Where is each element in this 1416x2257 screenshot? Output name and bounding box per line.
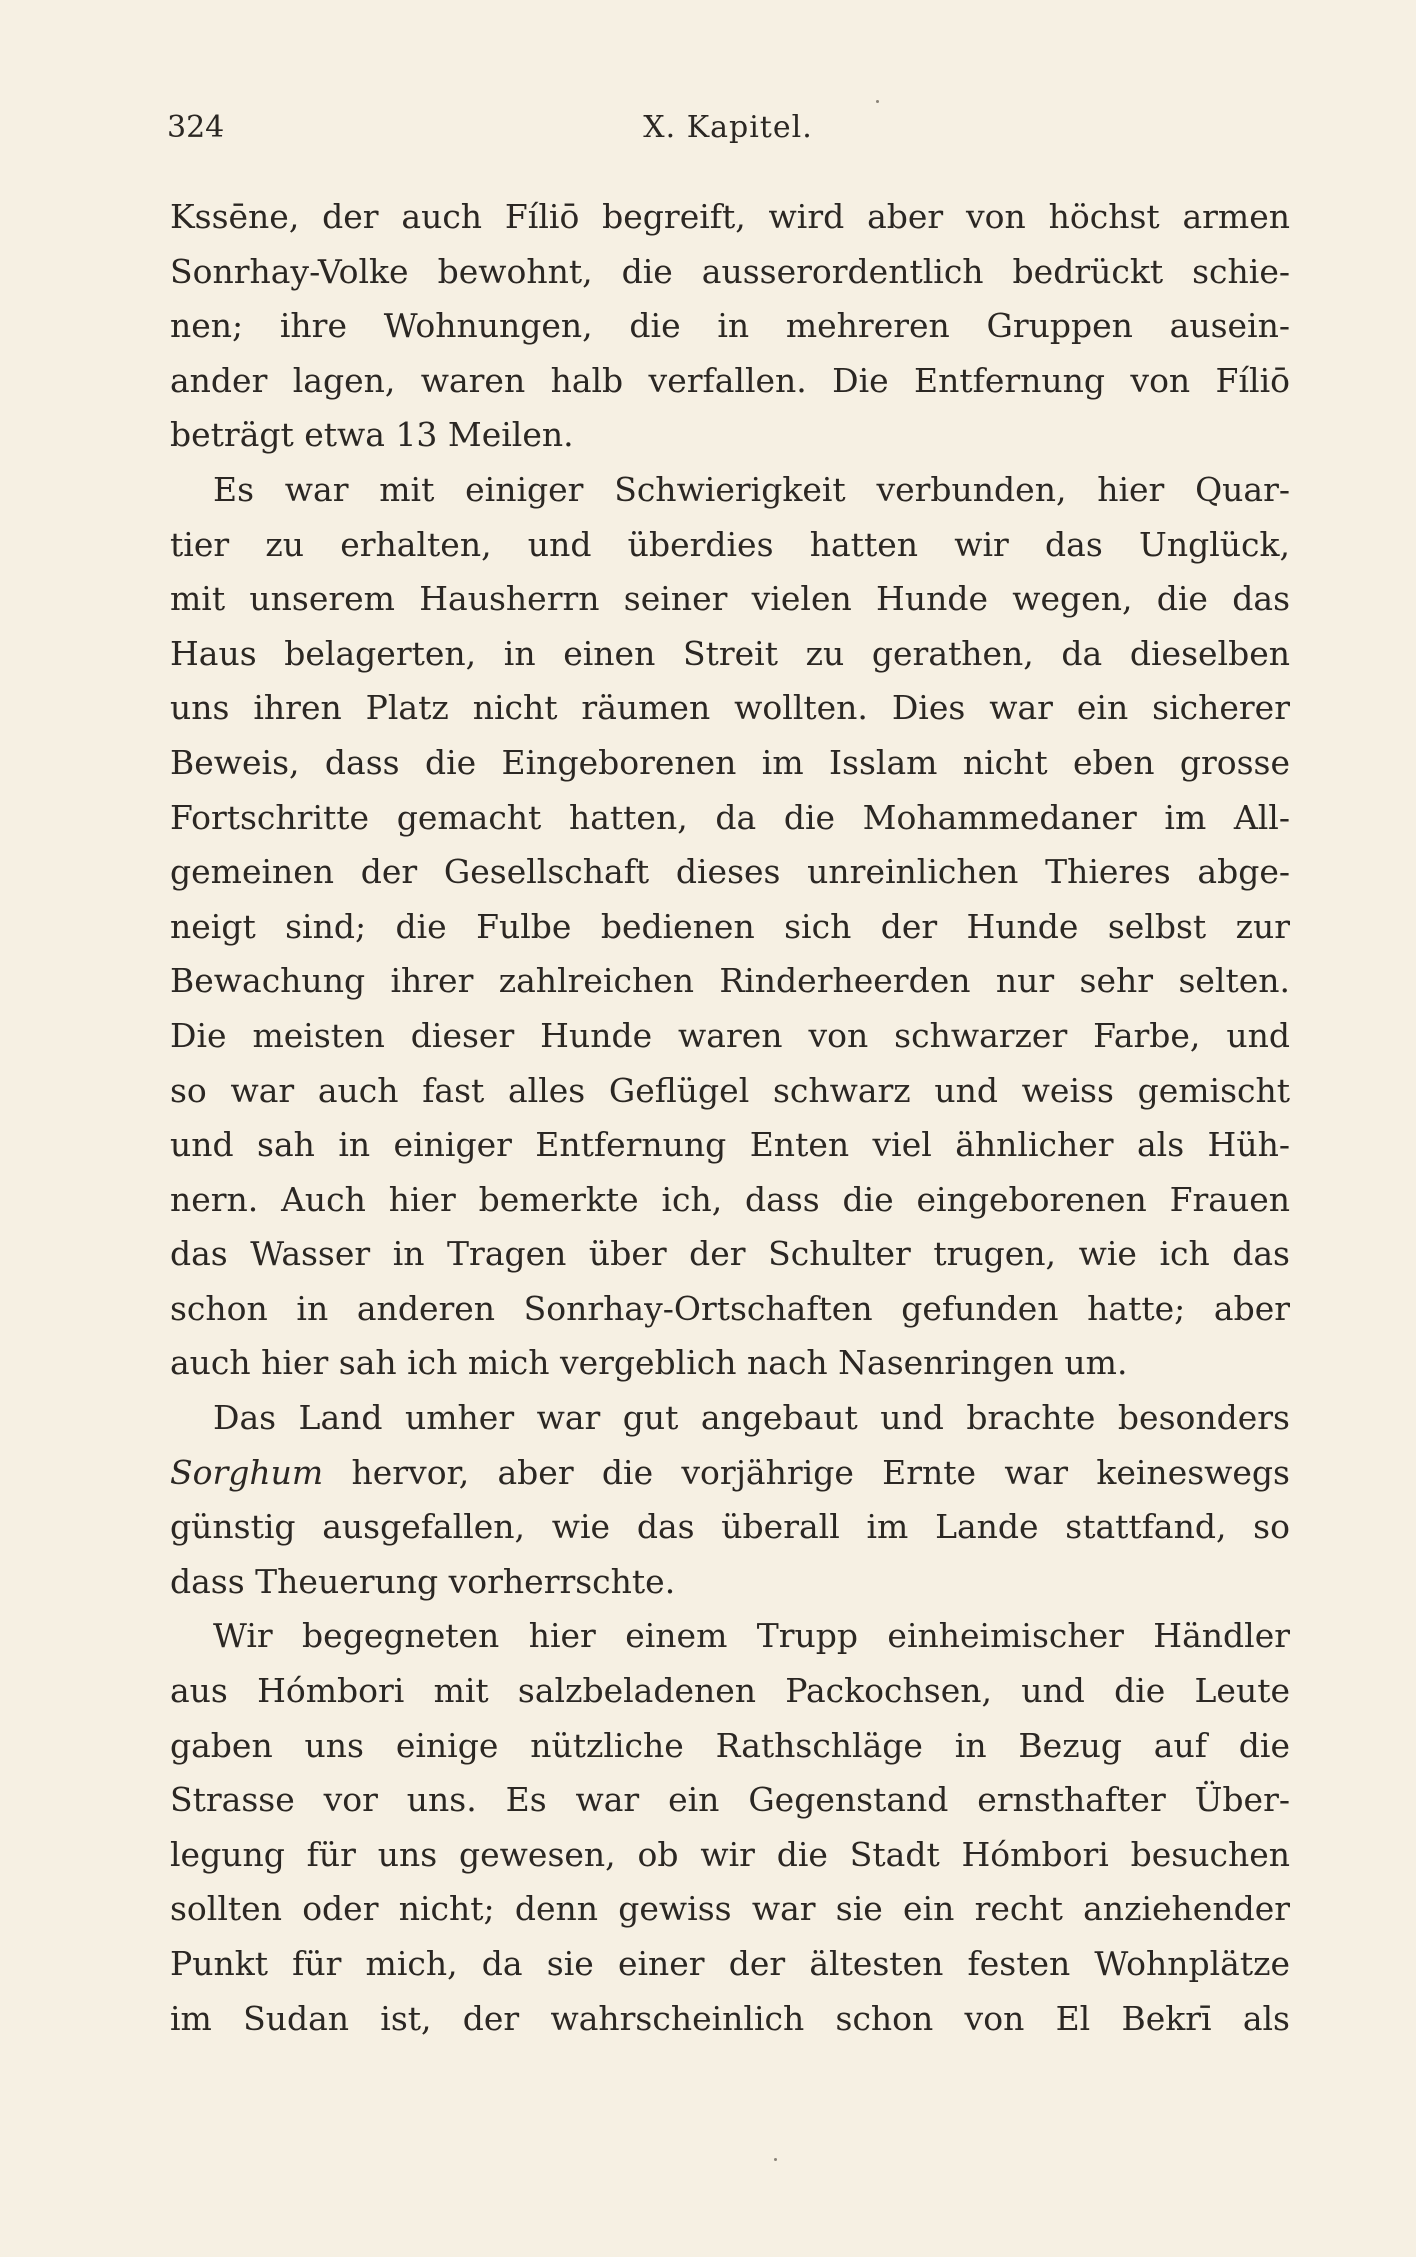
text-line: nen; ihre Wohnungen, die in mehreren Gruppen ausein- <box>170 306 1290 346</box>
text-line: günstig ausgefallen, wie das überall im Lande stattfand, so <box>170 1507 1290 1547</box>
text-line: aus Hómbori mit salzbeladenen Packochsen, und die Leute <box>170 1671 1290 1711</box>
text-line: tier zu erhalten, und überdies hatten wir das Unglück, <box>170 524 1290 564</box>
text-line: im Sudan ist, der wahrscheinlich schon von El Bekrī als <box>170 1998 1290 2038</box>
body-text <box>170 190 1290 2046</box>
text-line: sollten oder nicht; denn gewiss war sie ein recht anziehender <box>170 1889 1290 1929</box>
text-line: das Wasser in Tragen über der Schulter trugen, wie ich das <box>170 1234 1290 1274</box>
text-line: auch hier sah ich mich vergeblich nach Nasenringen um. <box>170 1343 1128 1383</box>
text-line: Das Land umher war gut angebaut und brachte besonders <box>213 1398 1290 1438</box>
text-line: ander lagen, waren halb verfallen. Die Entfernung von Fíliō <box>170 360 1290 400</box>
text-line: uns ihren Platz nicht räumen wollten. Dies war ein sicherer <box>170 688 1290 728</box>
text-line: und sah in einiger Entfernung Enten viel ähnlicher als Hüh- <box>170 1125 1290 1165</box>
text-line: Punkt für mich, da sie einer der ältesten festen Wohnplätze <box>170 1944 1290 1983</box>
page-header <box>167 108 1289 148</box>
text-line: Wir begegneten hier einem Trupp einheimischer Händler <box>213 1616 1290 1656</box>
text-line: nern. Auch hier bemerkte ich, dass die eingeborenen Frauen <box>170 1179 1290 1219</box>
text-line: schon in anderen Sonrhay-Ortschaften gefunden hatte; aber <box>170 1288 1290 1328</box>
text-line: beträgt etwa 13 Meilen. <box>170 415 574 455</box>
paragraph <box>170 1391 1290 1609</box>
text-line: Sonrhay-Volke bewohnt, die ausserordentlich bedrückt schie- <box>170 251 1290 291</box>
paragraph <box>170 190 1290 463</box>
text-line: legung für uns gewesen, ob wir die Stadt Hómbori besuchen <box>170 1834 1290 1874</box>
text-line: gaben uns einige nützliche Rathschläge in Bezug auf die <box>170 1725 1290 1765</box>
text-line-with-italic <box>170 1446 1290 1501</box>
text-line: Strasse vor uns. Es war ein Gegenstand ernsthafter Über- <box>170 1780 1290 1820</box>
paragraph <box>170 1609 1290 2046</box>
text-line: Fortschritte gemacht hatten, da die Mohammedaner im All- <box>170 797 1290 837</box>
text-line: Kssēne, der auch Fíliō begreift, wird aber von höchst armen <box>170 197 1290 236</box>
text-line: neigt sind; die Fulbe bedienen sich der Hunde selbst zur <box>170 906 1290 946</box>
text-line: gemeinen der Gesellschaft dieses unreinlichen Thieres abge- <box>170 852 1290 892</box>
text-line: mit unserem Hausherrn seiner vielen Hunde wegen, die das <box>170 579 1290 619</box>
print-speck <box>876 100 879 103</box>
text-line: so war auch fast alles Geflügel schwarz und weiss gemischt <box>170 1070 1290 1110</box>
print-speck <box>774 2158 777 2161</box>
text-line-content: Sorghum hervor, aber die vorjährige Ernte war keineswegs <box>170 1452 1290 1492</box>
text-line: Haus belagerten, in einen Streit zu gerathen, da dieselben <box>170 633 1290 673</box>
paragraph <box>170 463 1290 1391</box>
text-line: Beweis, dass die Eingeborenen im Isslam nicht eben grosse <box>170 742 1290 782</box>
text-line: Bewachung ihrer zahlreichen Rinderheerden nur sehr selten. <box>170 961 1290 1001</box>
italic-term: Sorghum <box>170 1452 324 1492</box>
text-line: Es war mit einiger Schwierigkeit verbunden, hier Quar- <box>213 469 1290 509</box>
chapter-title: X. Kapitel. <box>643 110 813 145</box>
text-line: Die meisten dieser Hunde waren von schwarzer Farbe, und <box>170 1015 1290 1055</box>
text-line: dass Theuerung vorherrschte. <box>170 1561 676 1601</box>
page-number: 324 <box>167 110 225 145</box>
